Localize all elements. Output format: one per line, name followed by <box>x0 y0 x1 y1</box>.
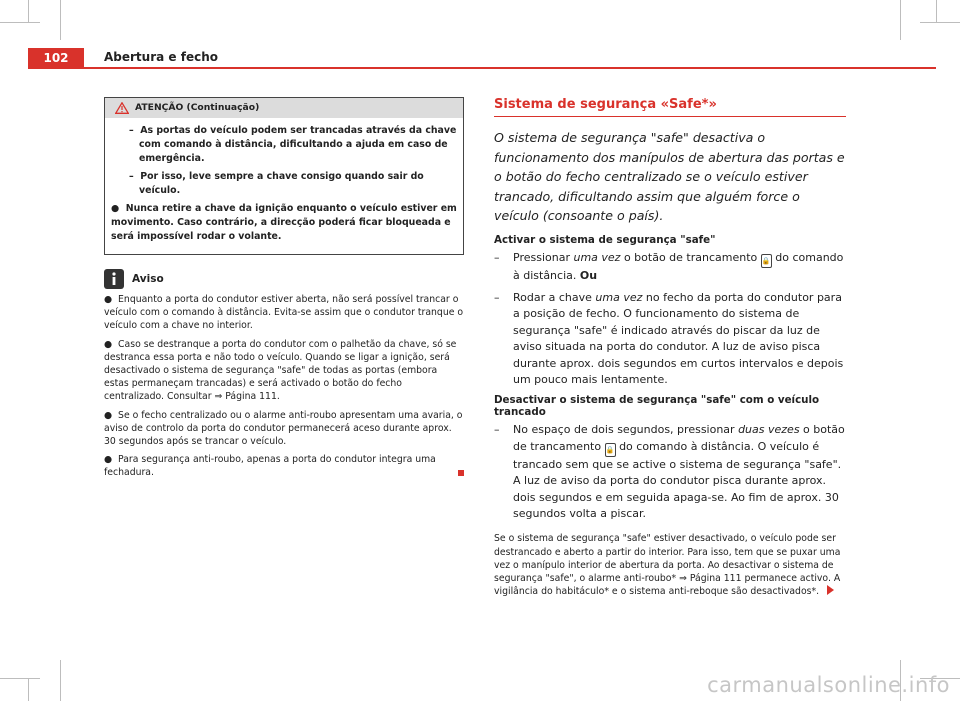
crop-mark <box>900 0 901 40</box>
crop-mark <box>920 22 960 23</box>
lock-key-icon: 🔒 <box>605 443 616 457</box>
warning-header <box>105 98 463 118</box>
warning-dash-item: – Por isso, leve sempre a chave consigo quando sair do veículo. <box>129 171 424 196</box>
page-number: 102 <box>28 48 84 68</box>
warning-body <box>105 118 463 254</box>
warning-dash-item: – As portas do veículo podem ser trancadas através da chave com comando à distância, dificultando a ajuda em caso de emergência. <box>129 125 457 164</box>
left-column <box>104 97 464 485</box>
deactivate-step: – No espaço de dois segundos, pressionar duas vezes o botão de trancamento 🔒 do comando à distância. O veículo é trancado sem que se active o sistema de segurança "safe". A luz de aviso da porta do condutor pisca durante aprox. dois segundos e em seguida apaga-se. Ao fim de aprox. 30 segundos volta a piscar. <box>494 423 845 520</box>
crop-mark <box>28 0 29 22</box>
crop-mark <box>28 679 29 701</box>
crop-mark <box>0 678 40 679</box>
aviso-item: ● Caso se destranque a porta do condutor com o palhetão da chave, só se destranca essa porta e não todo o veículo. Quando se ligar a ignição, será desactivado o sistema de segurança "safe" de todas as portas (embora estas permaneçam trancadas) e será activado o botão do fecho centralizado. Consultar ⇒ Página 111. <box>104 338 457 403</box>
lock-key-icon: 🔒 <box>761 254 772 268</box>
warning-title: ATENÇÃO (Continuação) <box>135 102 260 113</box>
activate-step: – Rodar a chave uma vez no fecho da porta do condutor para a posição de fecho. O funcionamento do sistema de segurança "safe" é indicado através do piscar da luz de aviso situada na porta do condutor. A luz de aviso pisca durante aprox. dois segundos em curtos intervalos e depois um pouco mais lentamente. <box>494 290 844 386</box>
crop-mark <box>936 0 937 22</box>
aviso-item: ● Para segurança anti-roubo, apenas a porta do condutor integra uma fechadura. <box>104 453 464 479</box>
deactivate-heading: Desactivar o sistema de segurança "safe" com o veículo trancado <box>494 394 820 419</box>
warning-box <box>104 97 464 255</box>
warning-bullet-item: ● Nunca retire a chave da ignição enquanto o veículo estiver em movimento. Caso contrário, a direcção poderá ficar bloqueada e será impossível rodar o volante. <box>111 203 457 242</box>
info-icon <box>104 269 124 289</box>
aviso-section <box>104 269 464 480</box>
activate-heading: Activar o sistema de segurança "safe" <box>494 233 716 246</box>
header-rule <box>28 67 936 69</box>
watermark: carmanualsonline.info <box>707 673 950 697</box>
activate-step: – Pressionar uma vez o botão de trancamento 🔒 do comando à distância. Ou <box>494 250 844 282</box>
crop-mark <box>0 22 40 23</box>
section-title: Sistema de segurança «Safe*» <box>494 97 846 117</box>
right-column <box>494 97 846 608</box>
aviso-body <box>104 293 464 480</box>
crop-mark <box>60 660 61 701</box>
safe-note: Se o sistema de segurança "safe" estiver desactivado, o veículo pode ser destrancado e aberto a partir do interior. Para isso, tem que se puxar uma vez o manípulo interior de abertura da porta. Ao desactivar o sistema de segurança "safe", o alarme anti-roubo* ⇒ Página 111 permanece activo. A vigilância do habitáculo* e o sistema anti-reboque são desactivados*. <box>494 533 841 598</box>
continue-arrow-icon <box>827 585 834 595</box>
crop-mark <box>60 0 61 40</box>
aviso-header <box>104 269 464 289</box>
warning-triangle-icon <box>115 102 129 114</box>
aviso-item: ● Enquanto a porta do condutor estiver aberta, não será possível trancar o veículo com o comando à distância. Evita-se assim que o condutor tranque o veículo com a chave no interior. <box>104 294 464 332</box>
section-end-mark <box>458 470 464 476</box>
section-intro: O sistema de segurança "safe" desactiva o funcionamento dos manípulos de abertura das portas e o botão do fecho centralizado se o veículo estiver trancado, dificultando assim que alguém force o veículo (consoante o país). <box>494 130 845 223</box>
aviso-item: ● Se o fecho centralizado ou o alarme anti-roubo apresentam uma avaria, o aviso de controlo da porta do condutor permanecerá aceso durante aprox. 30 segundos após se trancar o veículo. <box>104 409 463 448</box>
page-header-title: Abertura e fecho <box>104 50 218 64</box>
aviso-title: Aviso <box>132 273 164 285</box>
